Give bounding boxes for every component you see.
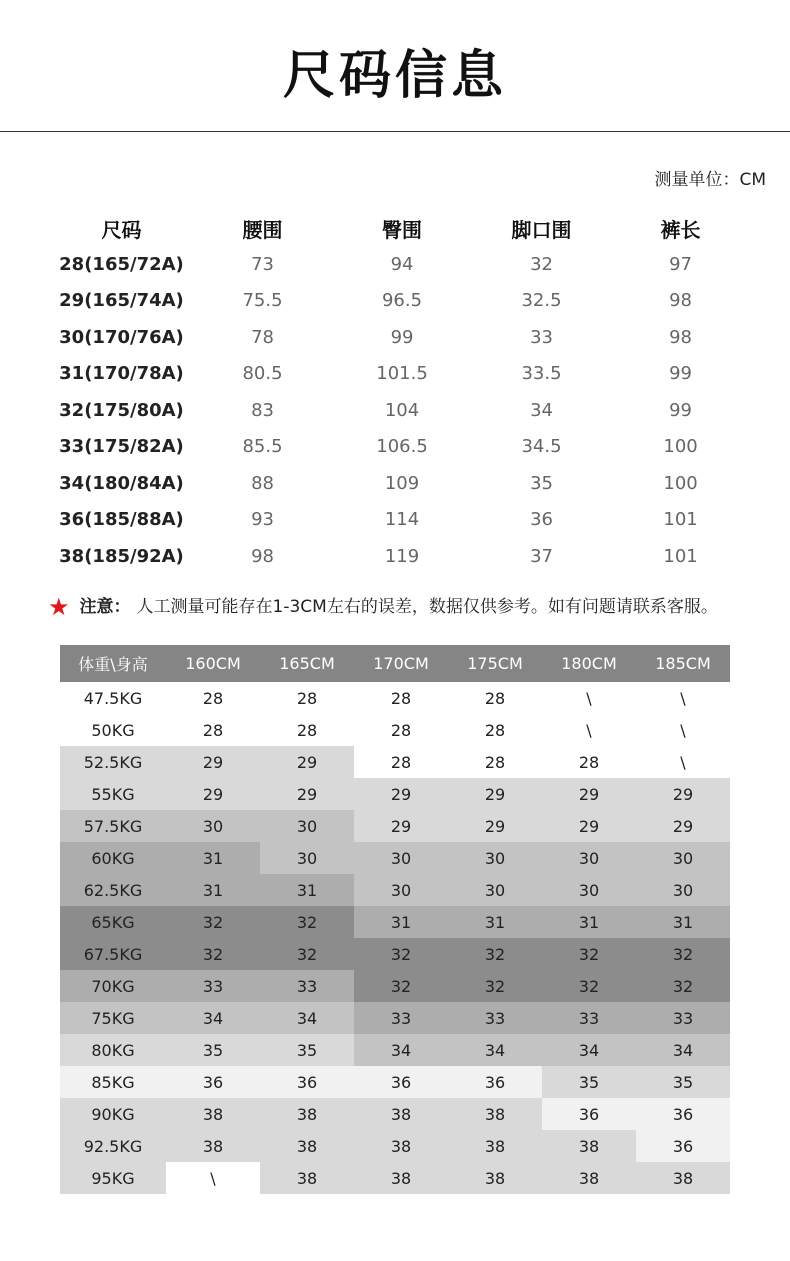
size-recommendation-cell: \ bbox=[636, 746, 730, 778]
table-row bbox=[60, 1002, 730, 1034]
size-recommendation-cell: 29 bbox=[354, 778, 448, 810]
size-recommendation-cell: 32 bbox=[166, 906, 260, 938]
table-row bbox=[50, 283, 750, 320]
table-row bbox=[60, 874, 730, 906]
size-recommendation-cell: 33 bbox=[166, 970, 260, 1002]
size-value-cell: 32.5 bbox=[521, 290, 562, 312]
table-row bbox=[60, 746, 730, 778]
size-recommendation-cell: 30 bbox=[354, 842, 448, 874]
size-recommendation-cell: 28 bbox=[448, 714, 542, 746]
size-recommendation-cell: 30 bbox=[542, 874, 636, 906]
size-recommendation-cell: 30 bbox=[636, 842, 730, 874]
size-recommendation-cell: 32 bbox=[354, 938, 448, 970]
size-value-cell: 100 bbox=[663, 436, 698, 458]
weight-label-cell: 85KG bbox=[60, 1066, 166, 1098]
ref-header-cell: 175CM bbox=[448, 645, 542, 682]
size-recommendation-cell: \ bbox=[542, 682, 636, 714]
size-recommendation-cell: 36 bbox=[354, 1066, 448, 1098]
size-value-cell: 94 bbox=[390, 253, 414, 275]
size-recommendation-cell: 32 bbox=[542, 938, 636, 970]
size-recommendation-cell: 28 bbox=[354, 714, 448, 746]
table-row bbox=[60, 682, 730, 714]
size-value-cell: 75.5 bbox=[242, 290, 283, 312]
weight-label-cell: 92.5KG bbox=[60, 1130, 166, 1162]
weight-label-cell: 95KG bbox=[60, 1162, 166, 1194]
weight-label-cell: 50KG bbox=[60, 714, 166, 746]
size-value-cell: 83 bbox=[251, 399, 274, 421]
ref-table-header bbox=[60, 645, 730, 682]
size-recommendation-cell: 38 bbox=[448, 1130, 542, 1162]
ref-header-cell: 170CM bbox=[354, 645, 448, 682]
size-value-cell: 33 bbox=[530, 326, 553, 348]
size-recommendation-cell: 29 bbox=[260, 778, 354, 810]
size-recommendation-cell: 38 bbox=[166, 1098, 260, 1130]
size-recommendation-cell: 38 bbox=[260, 1098, 354, 1130]
table-row bbox=[50, 392, 750, 429]
table-row bbox=[60, 1098, 730, 1130]
table-row bbox=[50, 465, 750, 502]
size-recommendation-cell: \ bbox=[636, 714, 730, 746]
size-recommendation-cell: 30 bbox=[260, 842, 354, 874]
size-recommendation-cell: 31 bbox=[166, 842, 260, 874]
size-label-cell: 38(185/92A) bbox=[59, 545, 184, 567]
size-header-cell: 裤长 bbox=[660, 217, 701, 242]
size-recommendation-cell: 34 bbox=[354, 1034, 448, 1066]
measure-unit-label: 测量单位：CM bbox=[654, 170, 766, 190]
size-label-cell: 33(175/82A) bbox=[59, 436, 184, 458]
size-recommendation-cell: 31 bbox=[260, 874, 354, 906]
note-text: 人工测量可能存在1-3CM左右的误差，数据仅供参考。如有问题请联系客服。 bbox=[136, 597, 718, 617]
size-value-cell: 97 bbox=[669, 253, 692, 275]
size-value-cell: 100 bbox=[663, 472, 698, 494]
size-recommendation-cell: 36 bbox=[166, 1066, 260, 1098]
size-recommendation-cell: 31 bbox=[542, 906, 636, 938]
weight-label-cell: 62.5KG bbox=[60, 874, 166, 906]
size-recommendation-cell: 31 bbox=[354, 906, 448, 938]
table-row bbox=[50, 538, 750, 575]
table-row bbox=[60, 714, 730, 746]
size-value-cell: 101.5 bbox=[376, 363, 428, 385]
size-value-cell: 35 bbox=[530, 472, 553, 494]
size-value-cell: 98 bbox=[669, 326, 692, 348]
size-recommendation-cell: 38 bbox=[354, 1162, 448, 1194]
ref-header-cell: 体重\身高 bbox=[60, 645, 166, 682]
size-recommendation-cell: 29 bbox=[542, 810, 636, 842]
weight-label-cell: 60KG bbox=[60, 842, 166, 874]
size-recommendation-cell: 28 bbox=[260, 714, 354, 746]
size-value-cell: 85.5 bbox=[242, 436, 283, 458]
size-recommendation-cell: 32 bbox=[448, 970, 542, 1002]
size-table-header bbox=[50, 210, 750, 246]
size-recommendation-cell: 32 bbox=[542, 970, 636, 1002]
size-recommendation-cell: 34 bbox=[260, 1002, 354, 1034]
size-label-cell: 29(165/74A) bbox=[59, 290, 184, 312]
size-label-cell: 28(165/72A) bbox=[59, 253, 184, 275]
size-recommendation-cell: 35 bbox=[636, 1066, 730, 1098]
table-row bbox=[50, 246, 750, 283]
table-row bbox=[50, 502, 750, 539]
size-recommendation-cell: 33 bbox=[260, 970, 354, 1002]
size-recommendation-cell: 34 bbox=[448, 1034, 542, 1066]
size-recommendation-cell: 30 bbox=[260, 810, 354, 842]
size-recommendation-cell: 29 bbox=[636, 778, 730, 810]
size-value-cell: 93 bbox=[251, 509, 274, 531]
size-recommendation-cell: 32 bbox=[260, 906, 354, 938]
ref-header-cell: 180CM bbox=[542, 645, 636, 682]
size-recommendation-cell: 32 bbox=[260, 938, 354, 970]
size-value-cell: 37 bbox=[530, 545, 553, 567]
size-value-cell: 34.5 bbox=[521, 436, 562, 458]
size-recommendation-cell: 38 bbox=[542, 1130, 636, 1162]
size-recommendation-cell: 28 bbox=[448, 746, 542, 778]
size-recommendation-cell: 28 bbox=[542, 746, 636, 778]
size-recommendation-cell: 38 bbox=[448, 1098, 542, 1130]
size-recommendation-cell: 36 bbox=[636, 1098, 730, 1130]
table-row bbox=[60, 810, 730, 842]
size-recommendation-cell: 30 bbox=[542, 842, 636, 874]
size-recommendation-cell: 31 bbox=[636, 906, 730, 938]
size-value-cell: 78 bbox=[251, 326, 274, 348]
size-recommendation-cell: 28 bbox=[166, 714, 260, 746]
size-recommendation-cell: 29 bbox=[636, 810, 730, 842]
size-value-cell: 99 bbox=[390, 326, 414, 348]
size-value-cell: 96.5 bbox=[381, 290, 423, 312]
table-row bbox=[60, 938, 730, 970]
size-recommendation-cell: 36 bbox=[448, 1066, 542, 1098]
size-recommendation-cell: 38 bbox=[260, 1130, 354, 1162]
size-recommendation-cell: 36 bbox=[260, 1066, 354, 1098]
size-value-cell: 80.5 bbox=[242, 363, 283, 385]
table-row bbox=[60, 842, 730, 874]
size-recommendation-cell: 29 bbox=[542, 778, 636, 810]
size-value-cell: 33.5 bbox=[521, 363, 562, 385]
size-value-cell: 98 bbox=[251, 545, 274, 567]
size-value-cell: 101 bbox=[663, 545, 698, 567]
size-label-cell: 32(175/80A) bbox=[59, 399, 184, 421]
star-icon: ★ bbox=[48, 593, 70, 621]
size-value-cell: 34 bbox=[530, 399, 553, 421]
size-recommendation-cell: 33 bbox=[448, 1002, 542, 1034]
size-recommendation-cell: 32 bbox=[354, 970, 448, 1002]
size-value-cell: 114 bbox=[384, 509, 420, 531]
size-recommendation-cell: 34 bbox=[166, 1002, 260, 1034]
table-row bbox=[60, 1066, 730, 1098]
size-recommendation-cell: \ bbox=[542, 714, 636, 746]
size-recommendation-cell: 31 bbox=[448, 906, 542, 938]
size-recommendation-cell: 38 bbox=[354, 1130, 448, 1162]
weight-label-cell: 65KG bbox=[60, 906, 166, 938]
size-recommendation-cell: 29 bbox=[166, 778, 260, 810]
size-recommendation-cell: \ bbox=[166, 1162, 260, 1194]
size-recommendation-cell: \ bbox=[636, 682, 730, 714]
size-value-cell: 99 bbox=[669, 399, 692, 421]
table-row bbox=[60, 778, 730, 810]
weight-label-cell: 67.5KG bbox=[60, 938, 166, 970]
table-row bbox=[50, 429, 750, 466]
size-header-cell: 尺码 bbox=[101, 217, 142, 242]
size-recommendation-cell: 33 bbox=[636, 1002, 730, 1034]
size-info-table bbox=[50, 210, 750, 575]
size-recommendation-cell: 35 bbox=[260, 1034, 354, 1066]
size-recommendation-cell: 33 bbox=[354, 1002, 448, 1034]
size-recommendation-cell: 28 bbox=[448, 682, 542, 714]
size-recommendation-cell: 30 bbox=[166, 810, 260, 842]
size-recommendation-cell: 29 bbox=[260, 746, 354, 778]
size-recommendation-cell: 32 bbox=[636, 938, 730, 970]
size-recommendation-cell: 30 bbox=[636, 874, 730, 906]
table-row bbox=[60, 970, 730, 1002]
ref-header-cell: 160CM bbox=[166, 645, 260, 682]
size-recommendation-cell: 36 bbox=[636, 1130, 730, 1162]
weight-label-cell: 80KG bbox=[60, 1034, 166, 1066]
size-recommendation-cell: 38 bbox=[448, 1162, 542, 1194]
size-recommendation-cell: 35 bbox=[166, 1034, 260, 1066]
ref-header-cell: 165CM bbox=[260, 645, 354, 682]
weight-label-cell: 90KG bbox=[60, 1098, 166, 1130]
size-header-cell: 臀围 bbox=[382, 217, 423, 242]
size-recommendation-cell: 28 bbox=[166, 682, 260, 714]
weight-label-cell: 57.5KG bbox=[60, 810, 166, 842]
size-value-cell: 32 bbox=[530, 253, 553, 275]
page-title: 尺码信息 bbox=[282, 46, 507, 106]
weight-height-reference-table bbox=[60, 645, 730, 1194]
size-value-cell: 104 bbox=[384, 399, 420, 421]
size-label-cell: 30(170/76A) bbox=[59, 326, 184, 348]
weight-label-cell: 55KG bbox=[60, 778, 166, 810]
size-label-cell: 36(185/88A) bbox=[59, 509, 184, 531]
size-recommendation-cell: 32 bbox=[166, 938, 260, 970]
size-label-cell: 31(170/78A) bbox=[59, 363, 184, 385]
weight-label-cell: 70KG bbox=[60, 970, 166, 1002]
size-value-cell: 36 bbox=[530, 509, 553, 531]
title-divider bbox=[0, 131, 790, 132]
size-recommendation-cell: 30 bbox=[354, 874, 448, 906]
size-value-cell: 109 bbox=[384, 472, 420, 494]
size-recommendation-cell: 38 bbox=[260, 1162, 354, 1194]
ref-table-body bbox=[60, 682, 730, 1194]
size-recommendation-cell: 29 bbox=[448, 778, 542, 810]
size-recommendation-cell: 32 bbox=[448, 938, 542, 970]
size-recommendation-cell: 31 bbox=[166, 874, 260, 906]
size-table-body bbox=[50, 246, 750, 575]
size-recommendation-cell: 38 bbox=[166, 1130, 260, 1162]
size-header-cell: 腰围 bbox=[242, 217, 283, 242]
table-row bbox=[50, 319, 750, 356]
weight-label-cell: 47.5KG bbox=[60, 682, 166, 714]
table-row bbox=[60, 906, 730, 938]
ref-header-cell: 185CM bbox=[636, 645, 730, 682]
size-value-cell: 73 bbox=[251, 253, 274, 275]
table-row bbox=[50, 356, 750, 393]
size-value-cell: 88 bbox=[251, 472, 274, 494]
size-value-cell: 106.5 bbox=[376, 436, 428, 458]
measurement-note bbox=[48, 592, 718, 621]
size-recommendation-cell: 32 bbox=[636, 970, 730, 1002]
size-recommendation-cell: 28 bbox=[260, 682, 354, 714]
size-header-cell: 脚口围 bbox=[511, 217, 572, 242]
weight-label-cell: 52.5KG bbox=[60, 746, 166, 778]
size-recommendation-cell: 28 bbox=[354, 746, 448, 778]
size-recommendation-cell: 29 bbox=[448, 810, 542, 842]
size-recommendation-cell: 34 bbox=[636, 1034, 730, 1066]
size-value-cell: 99 bbox=[669, 363, 692, 385]
table-row bbox=[60, 1130, 730, 1162]
size-recommendation-cell: 29 bbox=[166, 746, 260, 778]
size-recommendation-cell: 35 bbox=[542, 1066, 636, 1098]
size-label-cell: 34(180/84A) bbox=[59, 472, 184, 494]
size-value-cell: 101 bbox=[663, 509, 698, 531]
size-recommendation-cell: 30 bbox=[448, 874, 542, 906]
size-recommendation-cell: 38 bbox=[354, 1098, 448, 1130]
size-recommendation-cell: 29 bbox=[354, 810, 448, 842]
size-recommendation-cell: 28 bbox=[354, 682, 448, 714]
table-row bbox=[60, 1034, 730, 1066]
size-recommendation-cell: 38 bbox=[636, 1162, 730, 1194]
size-recommendation-cell: 36 bbox=[542, 1098, 636, 1130]
size-value-cell: 119 bbox=[384, 545, 420, 567]
size-value-cell: 98 bbox=[669, 290, 692, 312]
weight-label-cell: 75KG bbox=[60, 1002, 166, 1034]
size-recommendation-cell: 30 bbox=[448, 842, 542, 874]
size-recommendation-cell: 34 bbox=[542, 1034, 636, 1066]
table-row bbox=[60, 1162, 730, 1194]
note-label: 注意： bbox=[79, 597, 131, 617]
size-recommendation-cell: 38 bbox=[542, 1162, 636, 1194]
size-recommendation-cell: 33 bbox=[542, 1002, 636, 1034]
